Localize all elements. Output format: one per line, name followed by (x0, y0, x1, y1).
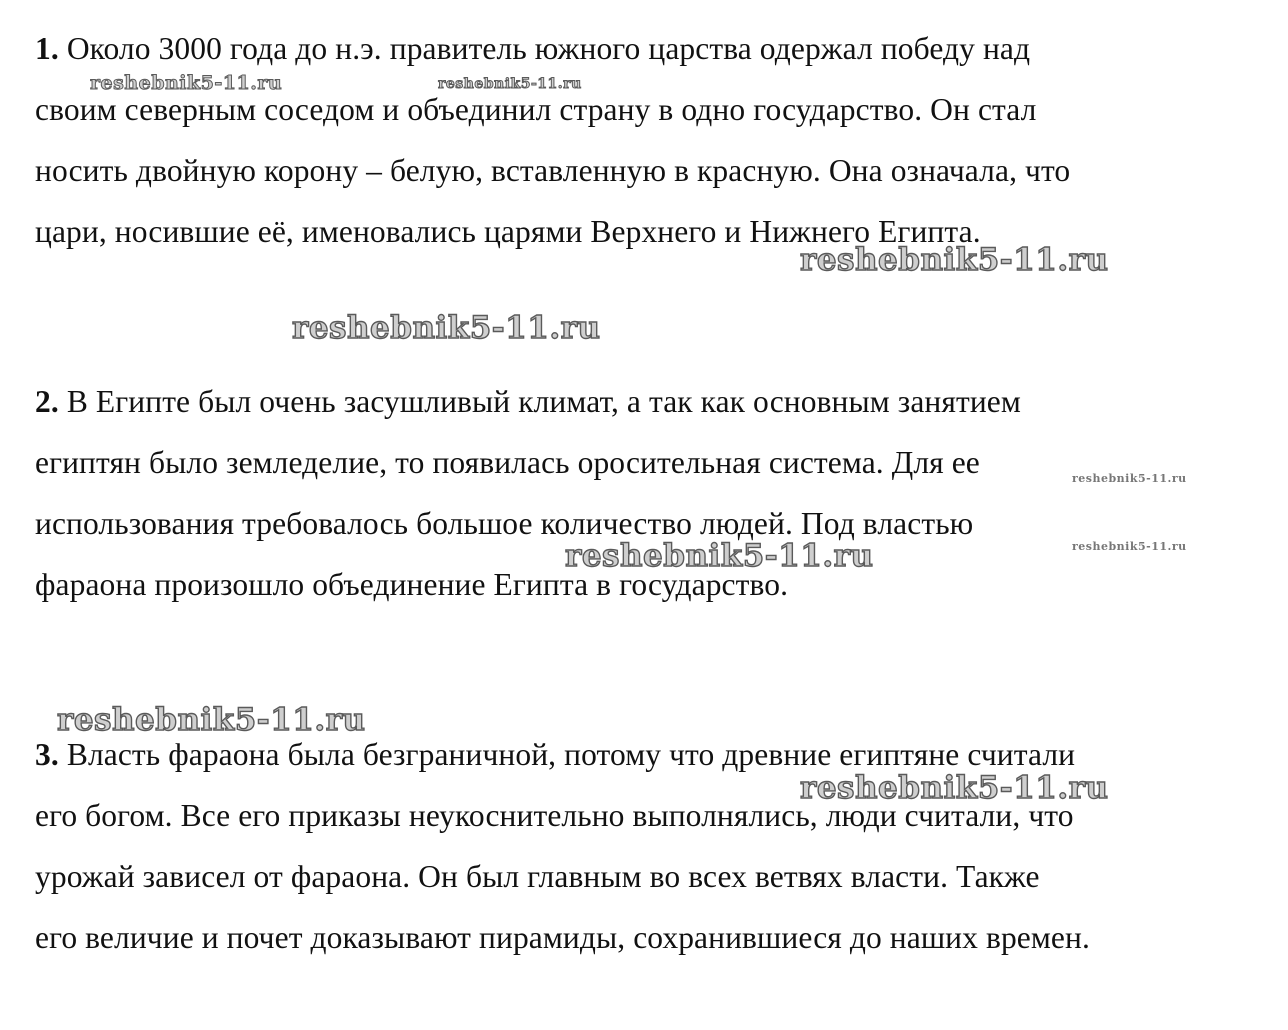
answer-line: носить двойную корону – белую, вставленную в красную. Она означала, что (35, 153, 1071, 188)
watermark: reshebnik5-11.ru (1072, 472, 1187, 485)
answer-1 (35, 18, 1260, 262)
answer-2 (35, 371, 1260, 615)
answer-line: своим северным соседом и объединил страну в одно государство. Он стал (35, 92, 1037, 127)
watermark: reshebnik5-11.ru (565, 538, 874, 574)
watermark: reshebnik5-11.ru (438, 76, 582, 92)
answer-line: египтян было земледелие, то появилась оросительная система. Для ее (35, 445, 980, 480)
answer-number: 1. (35, 31, 59, 66)
watermark: reshebnik5-11.ru (292, 310, 601, 346)
answer-3 (35, 724, 1260, 968)
answer-line: использования требовалось большое количество людей. Под властью (35, 506, 974, 541)
answer-line (35, 18, 1260, 79)
watermark: reshebnik5-11.ru (1072, 540, 1187, 553)
answer-text: Власть фараона была безграничной, потому что древние египтяне считали (66, 737, 1076, 772)
answer-text: Около 3000 года до н.э. правитель южного царства одержал победу над (66, 31, 1031, 66)
watermark: reshebnik5-11.ru (800, 770, 1109, 806)
answer-line: фараона произошло объединение Египта в государство. (35, 567, 789, 602)
answer-line: урожай зависел от фараона. Он был главным во всех ветвях власти. Также (35, 859, 1040, 894)
answer-number: 3. (35, 737, 59, 772)
answer-line: его величие и почет доказывают пирамиды, сохранившиеся до наших времен. (35, 920, 1090, 955)
answer-text: В Египте был очень засушливый климат, а так как основным занятием (66, 384, 1021, 419)
answer-line (35, 371, 1260, 432)
answer-line: цари, носившие её, именовались царями Верхнего и Нижнего Египта. (35, 214, 981, 249)
watermark: reshebnik5-11.ru (90, 72, 283, 94)
answer-line: его богом. Все его приказы неукоснительно выполнялись, люди считали, что (35, 798, 1074, 833)
watermark: reshebnik5-11.ru (57, 702, 366, 738)
watermark: reshebnik5-11.ru (800, 242, 1109, 278)
answer-line (35, 724, 1260, 785)
answer-number: 2. (35, 384, 59, 419)
